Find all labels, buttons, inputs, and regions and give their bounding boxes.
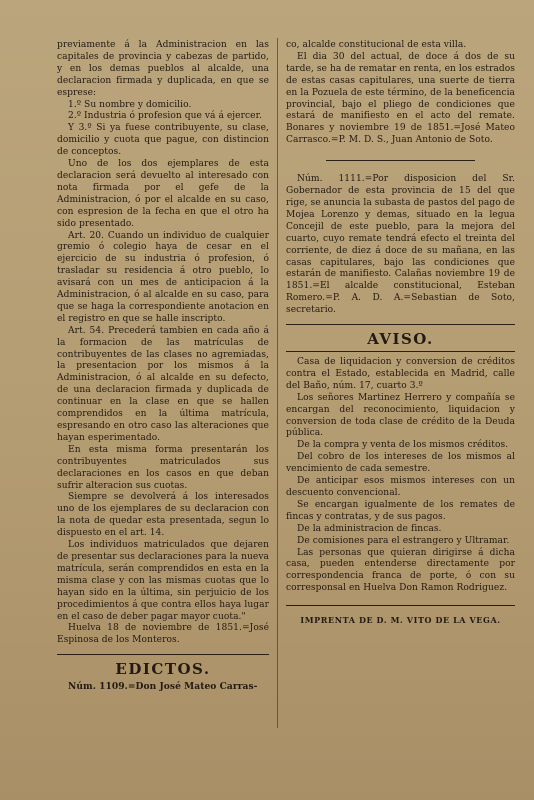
aviso-paragraph: Casa de liquidacion y conversion de créditos contra el Estado, establecida en Madrid, calle del Baño, núm. 17, cuarto 3.º <box>286 357 515 391</box>
aviso-paragraph: Del cobro de los intereses de los mismos al vencimiento de cada semestre. <box>286 452 515 475</box>
section-heading-aviso: AVISO. <box>367 330 434 349</box>
section-rule <box>286 351 515 352</box>
article-54: Art. 54. Precederá tambien en cada año á la formacion de las matrículas de contribuyentes de las clases no agremiadas, la presentacion por los mismos á la Administracion, ó al alcalde en su defecto, de una declaracion firmada y duplicada de continuar en la clase en que se hallen comprendidos en la última matrícula, espresando en otro caso las alteraciones que hayan esperimentado. <box>57 325 269 443</box>
section-rule <box>286 324 515 325</box>
paragraph: En esta misma forma presentarán los contribuyentes matriculados sus declaraciones en los casos en que deban sufrir alteracion sus cuotas. <box>57 444 269 491</box>
signature-line: Huelva 18 de noviembre de 1851.=José Espinosa de los Monteros. <box>57 623 269 646</box>
paragraph: co, alcalde constitucional de esta villa. <box>286 40 467 50</box>
paragraph: El dia 30 del actual, de doce á dos de su tarde, se ha de rematar en renta, en los estrados de estas casas capitulares, una suerte de tierra en la Pozuela de este término, de la beneficencia provincial, bajo el pliego de condiciones que estará de manifiesto en el acto del remate. Bonares y noviembre 19 de 1851.=José Mateo Carrasco.=P. M. D. S., Juan Antonio de Soto. <box>286 51 515 146</box>
edicto-1111: Núm. 1111.=Por disposicion del Sr. Gobernador de esta provincia de 15 del que rige, se anuncia la subasta de pastos del pago de Mojea Lorenzo y demas, situado en la legua Concejil de este pueblo, para la mejora del cuarto, cuyo remate tendrá efecto el treinta del corriente, de diez á doce de su mañana, en las casas capitulares, bajo las condiciones que estarán de manifiesto. Calañas noviembre 19 de 1851.=El alcalde constitucional, Esteban Romero.=P. A. D. A.=Sebastian de Soto, secretario. <box>286 174 515 316</box>
section-rule <box>57 654 269 655</box>
paragraph: Siempre se devolverá á los interesados uno de los ejemplares de su declaracion con la nota de quedar esta presentada, segun lo dispuesto en el art. 14. <box>57 492 269 539</box>
imprint: IMPRENTA DE D. M. VITO DE LA VEGA. <box>300 615 501 626</box>
paragraph: previamente á la Administracion en las capitales de provincia y cabezas de partido, y en los demas pueblos al alcalde, una declaracion firmada y duplicada, en que se esprese: <box>57 40 269 98</box>
paragraph: Los individuos matriculados que dejaren de presentar sus declaraciones para la nueva matrícula, serán comprendidos en esta en la misma clase y con las mismas cuotas que lo hayan sido en la última, sin perjuicio de los procedimientos á que contra ellos haya lugar en el caso de deber pagar mayor cuota." <box>57 540 269 622</box>
section-heading-edictos: EDICTOS. <box>115 660 211 679</box>
paragraph: Y 3.º Si ya fuese contribuyente, su clase, domicilio y cuota que pague, con distincion de conceptos. <box>57 123 269 158</box>
aviso-paragraph: Los señores Martinez Herrero y compañía se encargan del reconocimiento, liquidacion y conversion de toda clase de crédito de la Deuda pública. <box>286 392 515 439</box>
aviso-paragraph: Se encargan igualmente de los remates de fincas y contratas, y de sus pagos. <box>286 499 515 522</box>
aviso-paragraph: Las personas que quieran dirigirse á dicha casa, pueden entenderse directamente por correspondencia franca de porte, ó con su corresponsal en Huelva Don Ramon Rodriguez. <box>286 547 515 594</box>
section-rule <box>286 605 515 606</box>
aviso-paragraph: De la compra y venta de los mismos créditos. <box>297 440 509 451</box>
aviso-paragraph: De la administracion de fincas. <box>297 523 442 534</box>
left-column <box>57 40 269 693</box>
edicto-1109-start: Núm. 1109.=Don José Mateo Carras- <box>68 681 258 693</box>
right-column <box>286 40 515 627</box>
aviso-paragraph: De comisiones para el estrangero y Ultramar. <box>297 535 510 546</box>
article-20: Art. 20. Cuando un individuo de cualquier gremio ó colegio haya de cesar en el ejercicio de su industria ó profesion, ó trasladar su residencia á otro pueblo, lo avisará con un mes de anticipacion á la Administracion, ó al alcalde en su caso, para que se haga la correspondiente anotacion en el registro en que se halle inscripto. <box>57 230 269 324</box>
paragraph: Uno de los dos ejemplares de esta declaracion será devuelto al interesado con nota firmada por el gefe de la Administracion, ó por el alcalde en su caso, con espresion de la fecha en que el otro ha sido presentado. <box>57 159 269 229</box>
short-rule <box>326 160 475 161</box>
paragraph: 1.º Su nombre y domicilio. <box>68 99 192 110</box>
aviso-paragraph: De anticipar esos mismos intereses con un descuento convencional. <box>286 476 515 498</box>
paragraph: 2.º Industria ó profesion que vá á ejercer. <box>68 111 262 122</box>
column-divider <box>277 38 278 728</box>
